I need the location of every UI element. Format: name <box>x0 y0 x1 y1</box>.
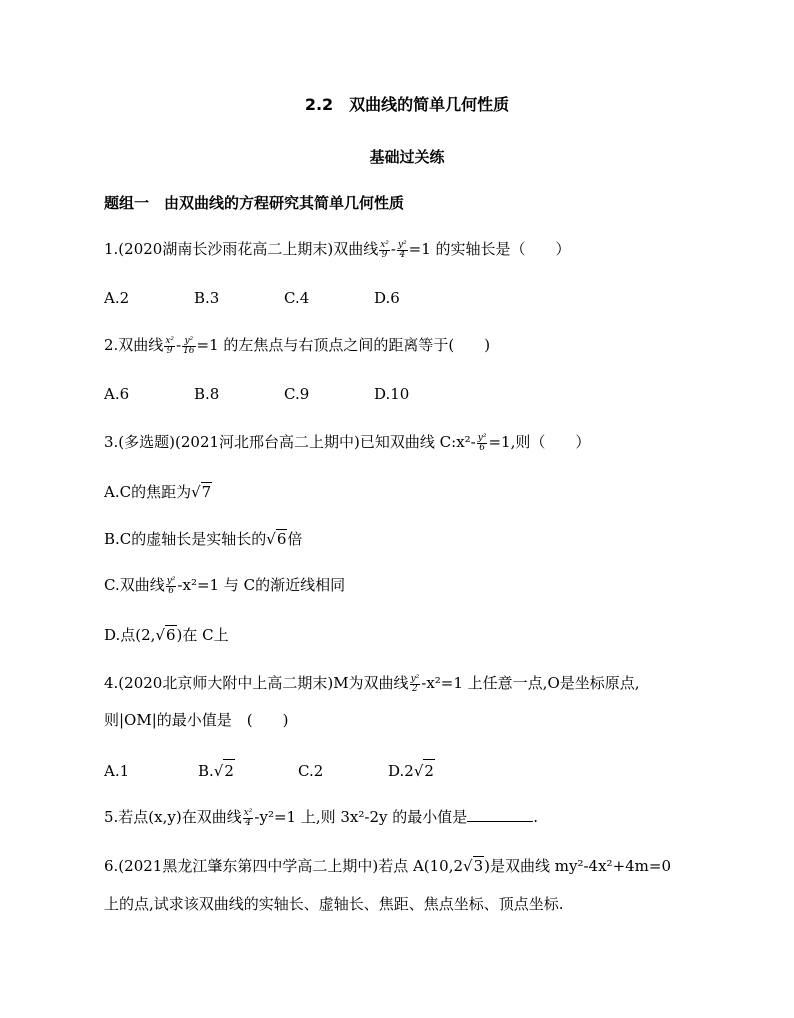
sqrt-symbol: √7 <box>191 483 212 501</box>
q3-option-c[interactable]: C.双曲线 $\frac{\text{y²}}{6}$ -x²=1 与 C的渐近线相同 <box>104 575 346 596</box>
q2-option-b[interactable]: B.8 <box>194 385 220 403</box>
question-1-options <box>104 287 400 309</box>
q4-frac: $\frac{\text{y²}}{2}$ <box>410 673 420 694</box>
sqrt-symbol: √3 <box>463 857 484 875</box>
question-2-options <box>104 383 409 405</box>
q5-prefix: 5.若点(x,y)在双曲线 <box>104 808 242 826</box>
question-1: 1.(2020湖南长沙雨花高二上期末)双曲线 $\frac{\text{x²}}{9}$ - $\frac{\text{y²}}{4}$ =1 的实轴长是（ ） <box>104 239 571 260</box>
q3-option-b[interactable]: B.C的虚轴长是实轴长的√6倍 <box>104 530 303 548</box>
q5-frac: $\frac{\text{x²}}{4}$ <box>243 807 253 828</box>
sqrt-symbol: √6 <box>155 626 176 644</box>
q3-prefix: 3.(多选题)(2021河北邢台高二上期中)已知双曲线 C:x²- <box>104 433 476 451</box>
q2-option-a[interactable]: A.6 <box>104 385 130 403</box>
section-title: 2.2 双曲线的简单几何性质 <box>304 95 510 114</box>
question-6-line-2: 上的点,试求该双曲线的实轴长、虚轴长、焦距、焦点坐标、顶点坐标. <box>104 895 564 913</box>
q6-suffix: )是双曲线 my²-4x²+4m=0 <box>484 857 672 875</box>
question-5: 5.若点(x,y)在双曲线 $\frac{\text{x²}}{4}$ -y²=1 上,则 3x²-2y 的最小值是 . <box>104 807 539 828</box>
q2-option-c[interactable]: C.9 <box>284 385 310 403</box>
q3-option-a[interactable]: A.C的焦距为√7 <box>104 483 212 501</box>
q2-suffix: =1 的左焦点与右顶点之间的距离等于( ) <box>196 336 491 354</box>
question-group-heading: 题组一 由双曲线的方程研究其简单几何性质 <box>104 194 405 212</box>
q5-suffix: -y²=1 上,则 3x²-2y 的最小值是 <box>254 808 468 826</box>
question-4-line-2: 则|OM|的最小值是 ( ) <box>104 711 289 729</box>
q6-prefix: 6.(2021黑龙江肇东第四中学高二上期中)若点 A(10,2 <box>104 857 464 875</box>
q1-frac-1: $\frac{\text{x²}}{9}$ <box>380 239 389 260</box>
question-4 <box>104 672 640 694</box>
q1-prefix: 1.(2020湖南长沙雨花高二上期末)双曲线 <box>104 240 379 258</box>
q2-frac-2: $\frac{\text{y²}}{16}$ <box>183 335 195 356</box>
q4-option-c[interactable]: C.2 <box>298 762 324 780</box>
sqrt-symbol: √6 <box>266 530 287 548</box>
q1-suffix: =1 的实轴长是（ ） <box>408 240 571 258</box>
q4-option-d[interactable]: D.2√2 <box>388 759 435 782</box>
q1-option-b[interactable]: B.3 <box>194 289 220 307</box>
question-2: 2.双曲线 $\frac{\text{x²}}{9}$ - $\frac{\text{y²}}{16}$ =1 的左焦点与右顶点之间的距离等于( ) <box>104 335 491 356</box>
question-3 <box>104 431 590 453</box>
q3c-frac: $\frac{\text{y²}}{6}$ <box>166 575 176 596</box>
question-6 <box>104 855 671 877</box>
q2-frac-1: $\frac{\text{x²}}{9}$ <box>165 335 174 356</box>
q4-prefix: 4.(2020北京师大附中上高二期末)M为双曲线 <box>104 674 409 692</box>
q3-frac: $\frac{\text{y²}}{6}$ <box>477 432 487 453</box>
q1-option-d[interactable]: D.6 <box>374 289 400 307</box>
q4-suffix: -x²=1 上任意一点,O是坐标原点, <box>421 674 640 692</box>
q4-option-b[interactable]: B.√2 <box>198 759 298 782</box>
q1-frac-2: $\frac{\text{y²}}{4}$ <box>397 239 407 260</box>
q2-option-d[interactable]: D.10 <box>374 385 410 403</box>
q3-option-d[interactable]: D.点(2,√6)在 C上 <box>104 626 229 644</box>
q4-option-a[interactable]: A.1 <box>104 762 130 780</box>
question-4-options <box>104 759 435 782</box>
q1-option-c[interactable]: C.4 <box>284 289 310 307</box>
q2-prefix: 2.双曲线 <box>104 336 164 354</box>
q3-suffix: =1,则（ ） <box>488 433 591 451</box>
section-subtitle: 基础过关练 <box>369 148 445 166</box>
q1-option-a[interactable]: A.2 <box>104 289 130 307</box>
answer-blank[interactable] <box>467 807 533 822</box>
